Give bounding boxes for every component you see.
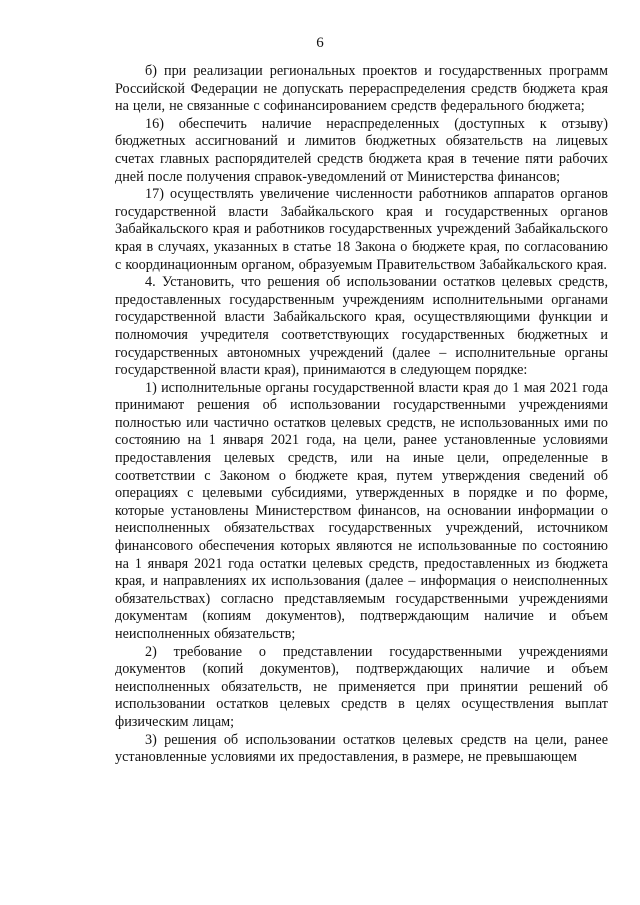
paragraph-subitem-2: 2) требование о представлении государственными учреждениями документов (копий документов), подтверждающих наличие и объем неисполненных обязательств, не применяется при принятии решений об использовании остатков целевых средств в целях осуществления выплат физическим лицам; bbox=[115, 643, 608, 730]
paragraph-section-4: 4. Установить, что решения об использовании остатков целевых средств, предоставленных государственным учреждениям исполнительными органами государственной власти Забайкальского края, осуществляющими функции и полномочия учредителя соответствующих государственных бюджетных и государственных автономных учреждений (далее – исполнительные органы государственной власти края), принимаются в следующем порядке: bbox=[115, 274, 608, 379]
paragraph-item-17: 17) осуществлять увеличение численности работников аппаратов органов государственной власти Забайкальского края и государственных органов Забайкальского края и работников государственных учреждений Забайкальского края в случаях, указанных в статье 18 Закона о бюджете края, по согласованию с координационным органом, образуемым Правительством Забайкальского края. bbox=[115, 186, 608, 273]
paragraph-item-b: б) при реализации региональных проектов и государственных программ Российской Федерации не допускать перераспределения средств бюджета края на цели, не связанные с софинансированием средств федерального бюджета; bbox=[115, 63, 608, 115]
paragraph-subitem-3: 3) решения об использовании остатков целевых средств на цели, ранее установленные условиями их предоставления, в размере, не превышающем bbox=[115, 731, 608, 766]
paragraph-item-16: 16) обеспечить наличие нераспределенных (доступных к отзыву) бюджетных ассигнований и лимитов бюджетных обязательств на лицевых счетах главных распорядителей средств бюджета края в течение пяти рабочих дней после получения справок-уведомлений от Министерства финансов; bbox=[115, 115, 608, 185]
page-number: 6 bbox=[316, 35, 324, 51]
document-body bbox=[115, 63, 608, 767]
paragraph-subitem-1: 1) исполнительные органы государственной власти края до 1 мая 2021 года принимают решения об использовании государственными учреждениями полностью или частично остатков целевых средств, не использованных ими по состоянию на 1 января 2021 года, на цели, ранее установленные условиями предоставления целевых средств, или на иные цели, определенные в соответствии с Законом о бюджете края, путем утверждения сведений об операциях с целевыми субсидиями, утвержденных в порядке и по форме, которые установлены Министерством финансов, на основании информации о неисполненных обязательствах государственных учреждений, источником финансового обеспечения которых являются не использованные по состоянию на 1 января 2021 года остатки целевых средств, предоставленных из бюджета края, и направлениях их использования (далее – информация о неисполненных обязательствах) согласно представляемым государственными учреждениями документам (копиям документов), подтверждающим наличие и объем неисполненных обязательств; bbox=[115, 379, 608, 642]
